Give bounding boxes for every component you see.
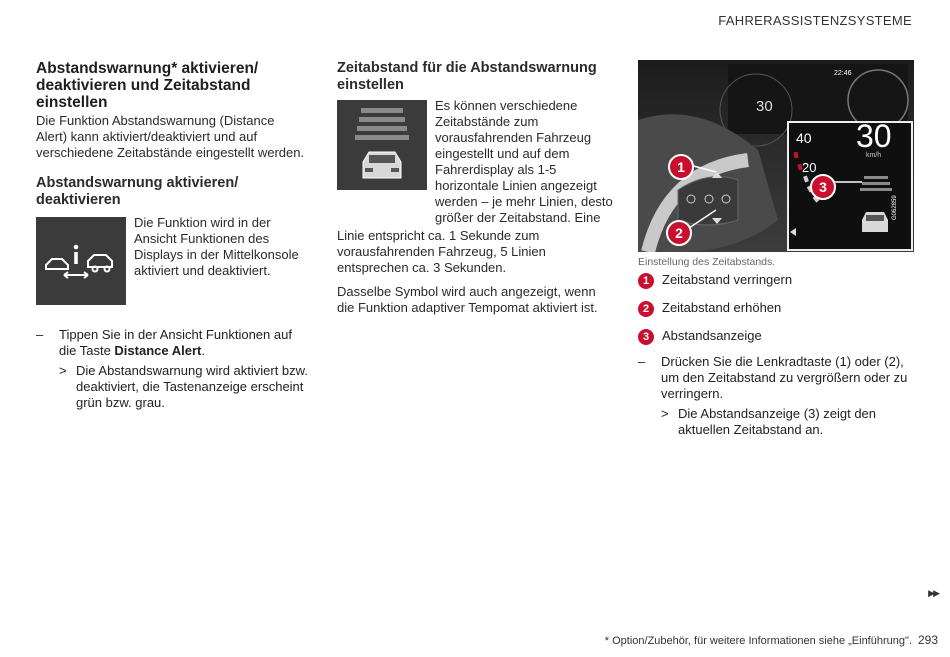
footer: [605, 633, 938, 647]
legend-item: [638, 328, 914, 344]
step-text-post: .: [201, 343, 205, 358]
figure-caption: Einstellung des Zeitabstands.: [638, 256, 776, 268]
result-text: Die Abstandswarnung wird aktiviert bzw. deaktiviert, die Tastenanzeige erscheint grün bzw. grau.: [76, 363, 308, 410]
display-speed: 30: [856, 118, 892, 154]
intro-paragraph: Die Funktion Abstandswarnung (Distance Alert) kann aktiviert/deaktiviert und auf verschiedene Zeitabstände eingestellt werden.: [36, 113, 305, 160]
result-text: Die Abstandsanzeige (3) zeigt den aktuellen Zeitabstand an.: [678, 406, 877, 437]
result-arrow: >: [661, 406, 669, 421]
step-item: [36, 327, 308, 359]
display-scale-20: 20: [802, 160, 817, 175]
legend-item: [638, 272, 914, 288]
adaptive-cruise-note: Dasselbe Symbol wird auch angezeigt, wenn die Funktion adaptiver Tempomat aktiviert ist.: [337, 284, 598, 315]
image-code: G062859: [892, 195, 898, 220]
time-gap-display-image: [337, 100, 427, 190]
callout-3: 3: [810, 174, 836, 200]
result-arrow: >: [59, 363, 67, 378]
legend-text: Abstandsanzeige: [662, 328, 762, 343]
activate-text: Die Funktion wird in der Ansicht Funktionen des Displays in der Mittelkonsole aktiviert und deaktiviert.: [134, 215, 299, 278]
legend-text: Zeitabstand verringern: [662, 272, 793, 287]
callout-1: 1: [668, 154, 694, 180]
page-title: Abstandswarnung* aktivieren/ deaktivieren und Zeitabstand einstellen: [36, 60, 259, 111]
display-speed-unit: km/h: [866, 152, 882, 159]
column-left: [36, 60, 308, 411]
subtitle-time-gap: Zeitabstand für die Abstandswarnung einstellen: [337, 60, 597, 93]
legend-list: [638, 272, 914, 344]
time-gap-text-continued: Linie entspricht ca. 1 Sekunde zum vorausfahrenden Fahrzeug, 5 Linien entsprechen ca. 3 Sekunden.: [337, 228, 546, 275]
legend-number: 3: [638, 329, 654, 345]
step-item: [638, 354, 914, 402]
distance-alert-icon: [36, 217, 126, 305]
distance-alert-button-label: Distance Alert: [114, 343, 202, 358]
footer-note: * Option/Zubehör, für weitere Informationen siehe „Einführung".: [604, 635, 912, 647]
display-scale-40: 40: [796, 130, 812, 146]
continue-arrows-icon: ▶▶: [928, 588, 938, 598]
page-number: 293: [917, 633, 938, 647]
cluster-clock: 22:46: [834, 70, 852, 77]
activate-block: [36, 215, 308, 307]
result-item: [36, 363, 308, 411]
column-right: [638, 60, 914, 438]
legend-number: 2: [638, 301, 654, 317]
cluster-small-speed: 30: [756, 98, 773, 115]
step-text: Drücken Sie die Lenkradtaste (1) oder (2), um den Zeitabstand zu vergrößern oder zu verringern.: [661, 354, 908, 401]
legend-item: [638, 300, 914, 316]
step-dash: –: [638, 354, 646, 369]
legend-text: Zeitabstand erhöhen: [662, 300, 782, 315]
callout-2: 2: [666, 220, 692, 246]
section-header: FAHRERASSISTENZSYSTEME: [718, 13, 912, 28]
time-gap-text: Es können verschiedene Zeitabstände zum vorausfahrenden Fahrzeug eingestellt und auf dem Fahrerdisplay als 1-5 horizontale Linien angezeigt werden – je mehr Linien, desto größer der Zeitabstand. Eine: [435, 98, 613, 225]
step-dash: –: [36, 327, 44, 342]
subtitle-activate: Abstandswarnung aktivieren/ deaktivieren: [36, 175, 239, 208]
legend-number: 1: [638, 273, 654, 289]
result-item: [638, 406, 914, 438]
step-text-pre: Tippen Sie in der Ansicht Funktionen auf die Taste: [59, 327, 292, 358]
steering-wheel-figure: [638, 60, 914, 252]
time-gap-block: [337, 98, 613, 226]
column-middle: [337, 60, 613, 316]
